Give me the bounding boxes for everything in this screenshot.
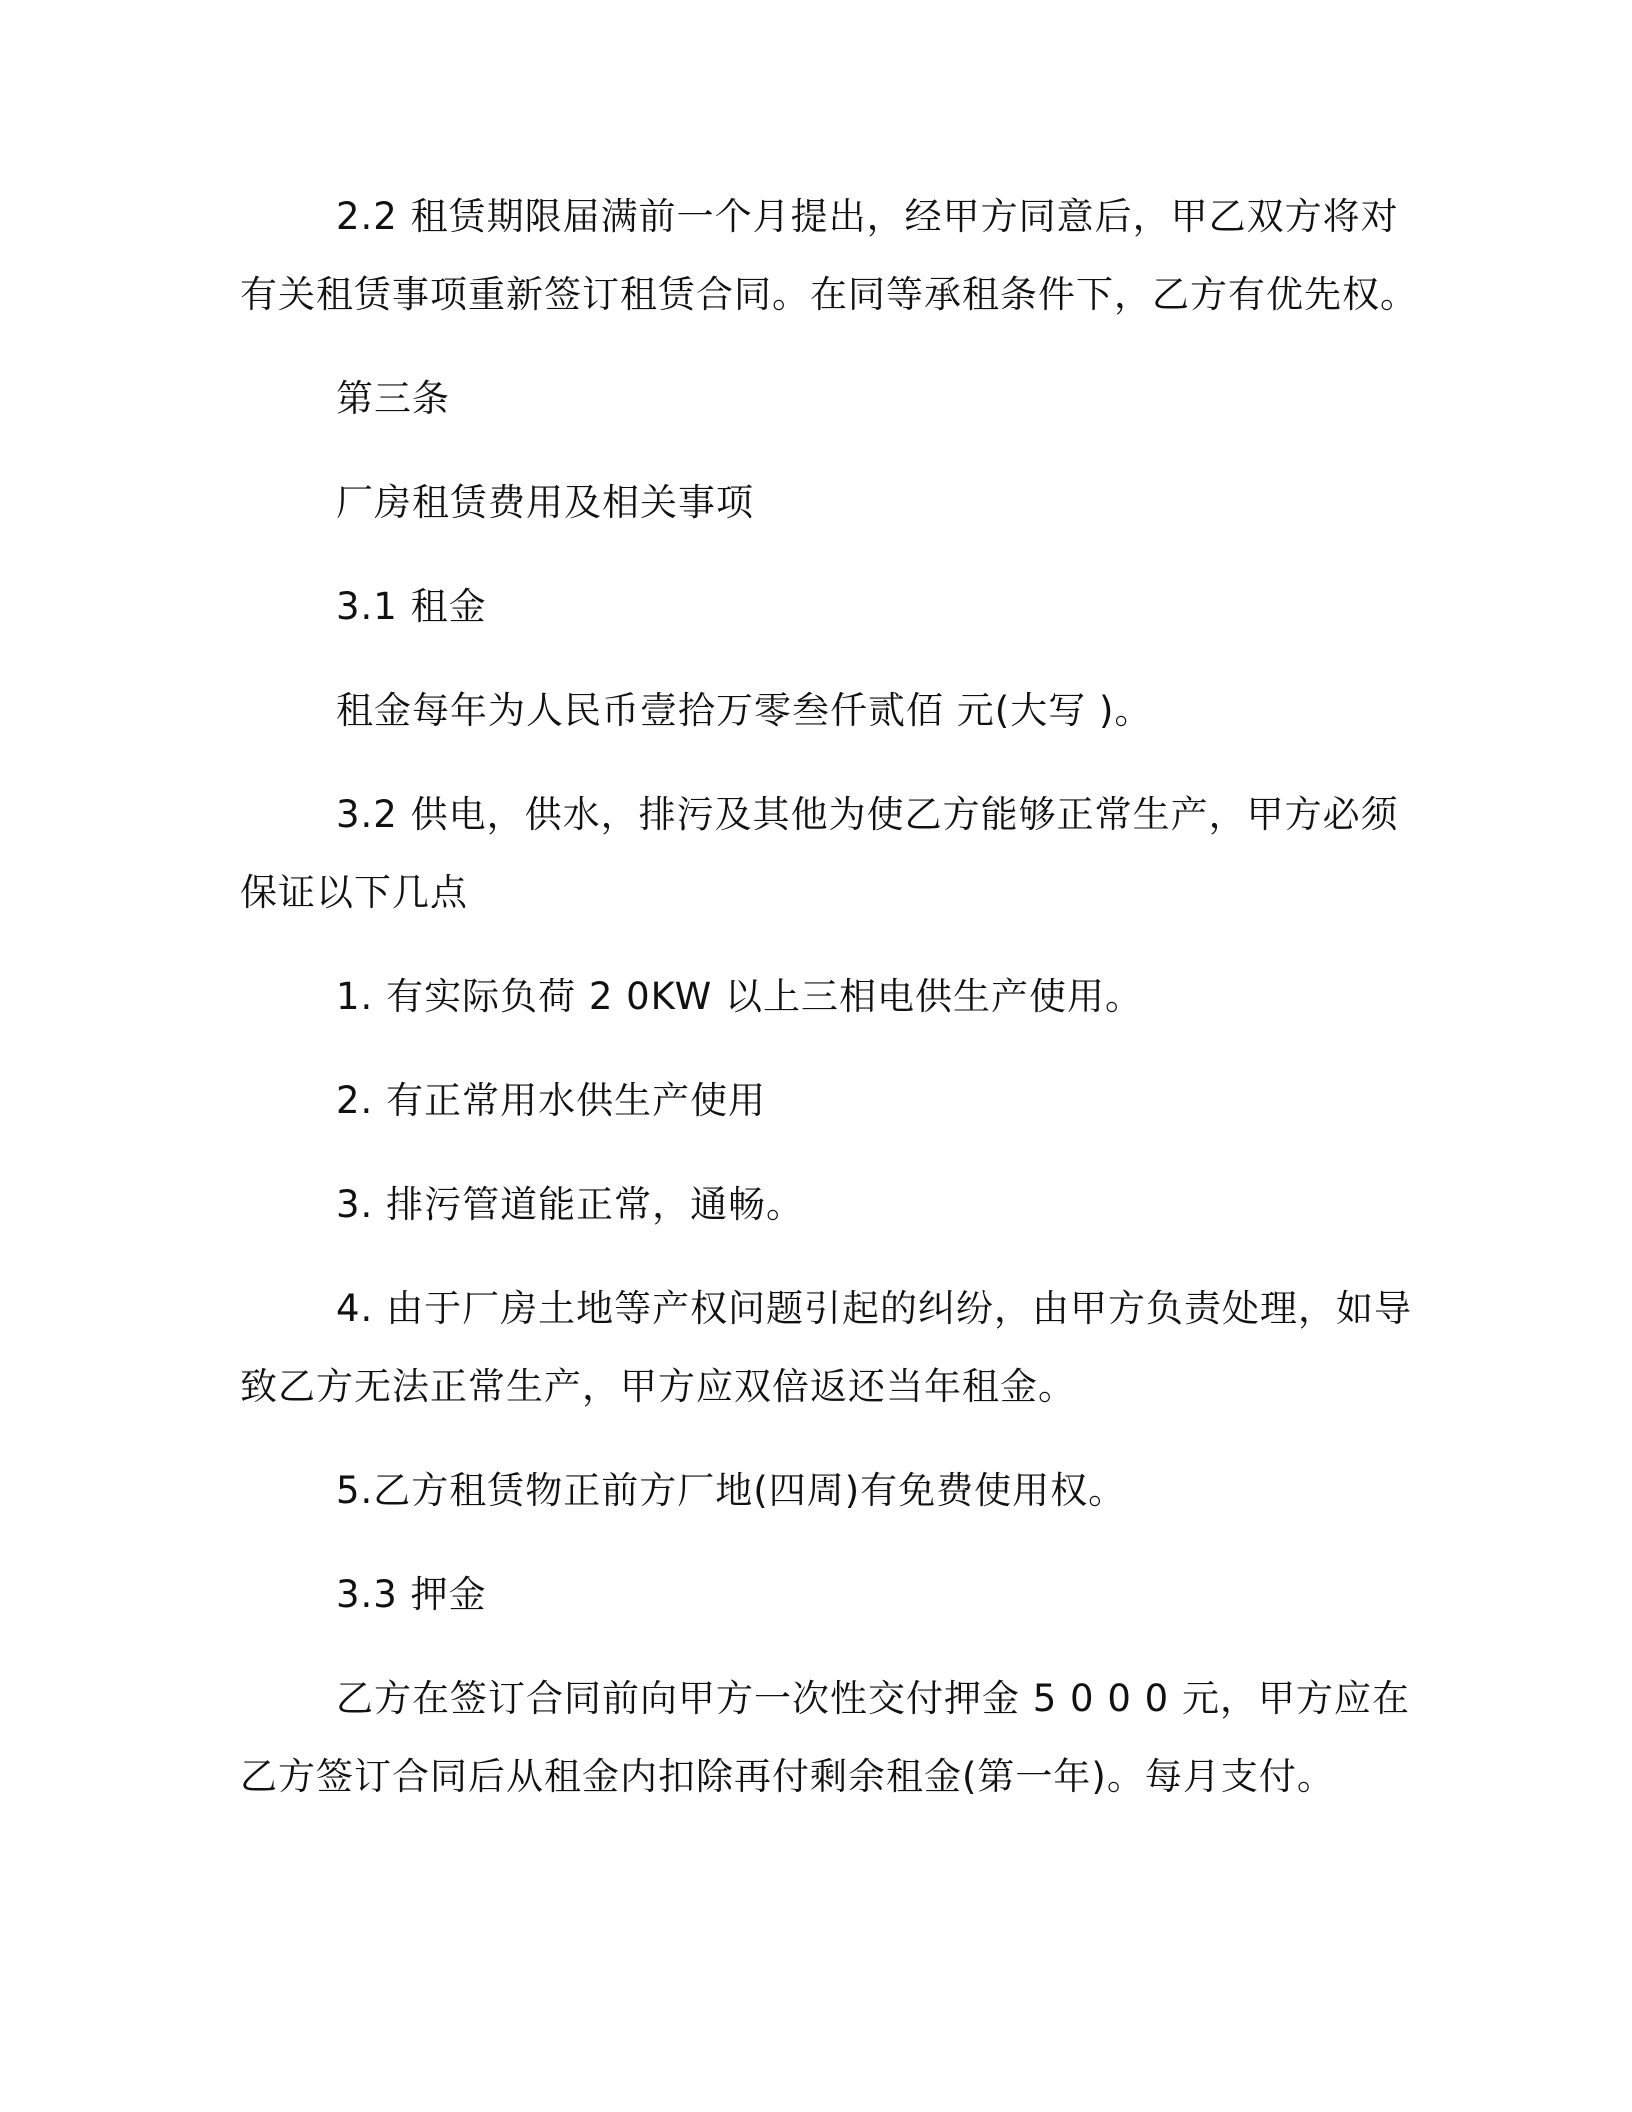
list-item-3 [240,1166,1390,1244]
list-item-3-text: 3. 排污管道能正常，通畅。 [336,1183,805,1226]
clause-3-3-label: 3.3 押金 [336,1573,487,1616]
list-item-1-text: 1. 有实际负荷 2 0KW 以上三相电供生产使用。 [336,975,1143,1018]
rent-amount-paragraph [240,672,1390,750]
clause-3-2-line-2: 保证以下几点 [240,871,468,914]
clause-3-3-heading [240,1556,1390,1634]
clause-2-2 [240,178,1418,334]
deposit-line-1: 乙方在签订合同前向甲方一次性交付押金 5 0 0 0 元，甲方应在 [336,1677,1410,1720]
clause-3-1-heading [240,568,1390,646]
list-item-1 [240,958,1390,1036]
list-item-2 [240,1062,1390,1140]
deposit-paragraph [240,1660,1410,1816]
clause-2-2-line-2: 有关租赁事项重新签订租赁合同。在同等承租条件下，乙方有优先权。 [240,273,1418,316]
clause-2-2-line-1: 2.2 租赁期限届满前一个月提出，经甲方同意后，甲乙双方将对 [336,195,1399,238]
article-3-label: 第三条 [336,377,450,420]
deposit-line-2: 乙方签订合同后从租金内扣除再付剩余租金(第一年)。每月支付。 [240,1755,1335,1798]
article-3-title-text: 厂房租赁费用及相关事项 [336,481,754,524]
clause-3-1-label: 3.1 租金 [336,585,487,628]
list-item-5 [240,1452,1390,1530]
list-item-5-text: 5.乙方租赁物正前方厂地(四周)有免费使用权。 [336,1469,1127,1512]
rent-amount-text: 租金每年为人民币壹拾万零叁仟贰佰 元(大写 )。 [336,689,1153,732]
article-3-title [240,464,1390,542]
article-3-heading [240,360,1390,438]
clause-3-2 [240,776,1399,932]
list-item-4-line-1: 4. 由于厂房土地等产权问题引起的纠纷，由甲方负责处理，如导 [336,1287,1413,1330]
clause-3-2-line-1: 3.2 供电，供水，排污及其他为使乙方能够正常生产，甲方必须 [336,793,1399,836]
list-item-2-text: 2. 有正常用水供生产使用 [336,1079,767,1122]
list-item-4-line-2: 致乙方无法正常生产，甲方应双倍返还当年租金。 [240,1365,1076,1408]
list-item-4 [240,1270,1413,1426]
